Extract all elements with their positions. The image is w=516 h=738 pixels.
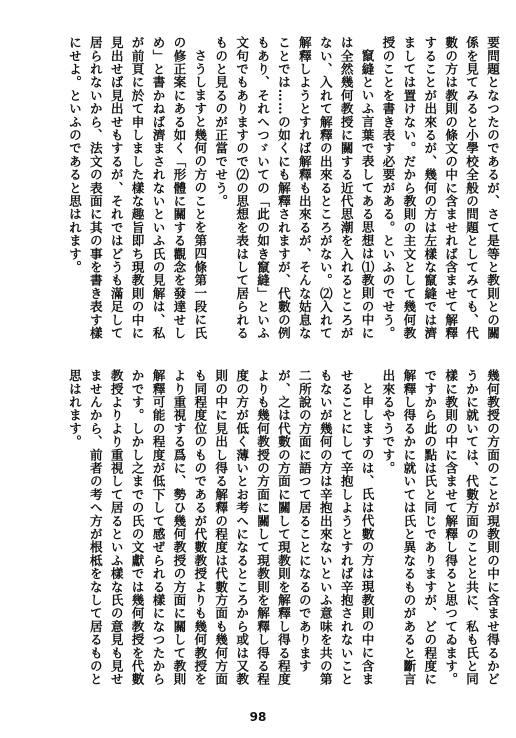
lower-paragraph: 幾何教授の方面のことが現教則の中に含ませ得るかどうかに就いては、代數方面のことと共に、私も氏と同樣に教則の中に含ませて解釋し得ると思つてゐます。ですから此の點は氏と同じでありますが、どの程度に解釋し得るかに就いては氏と異なるものがあると斷言出來るやうです。 xyxy=(380,369,500,686)
lower-text-block xyxy=(52,369,502,698)
upper-paragraph: さうしますと幾何の方のことを第四條第一段に氏の修正案にある如く「形體に關する觀念を發達せしめ」と書かねば濟まされないといふ氏の見解は、私が前頁に於て申しました樣な趣旨即ち現教則の中に見出せば見出せもするが、それではどうも滿足して居られないから、法文の表面に其の事を書き表す樣にせよ。といふのであると思はれます。 xyxy=(66,36,208,340)
upper-paragraph: 要問題となつたのであるが、さて是等と教則との關係を見てみると小學校全般の問題としてみても、代數の方は教則の條文の中に含ませれば含ませて解釋することが出來るが、幾何の方は左樣な竄縫では濟ましては置けない。だから教則の主文として幾何教授のことを書き表す必要がある。といふのでせう。 xyxy=(380,36,500,340)
page-number: 98 xyxy=(249,710,267,724)
upper-text-block xyxy=(52,36,502,350)
lower-paragraph: と申しますのは、氏は代數の方は現教則の中に含ませることにして辛抱しようとすれば辛抱されないこともないが幾何の方は辛抱出來ないといふ意味を共の第二所說の方面に語つて居ることになるのでありますが、之は代數の方面に關して現教則を解釋し得る程度よりも幾何教授の方面に關して現教則を解釋し得る程度の方が低く薄いとお考へになるところから或は又教則の中に見出し得る解釋の程度は代數方面も幾何方面も同程度位のものであるが代數教授よりも幾何教授をより重視する爲に、勢ひ幾何教授の方面に關して教則解釋可能の程度が低下して感ぜられる樣になつたからかです。しかし之までの氏の文獻では幾何教授を代數教授よりより重視して居るといふ樣な氏の意見も見せませんから、前者の考へ方が根柢をなして居るものと思はれます。 xyxy=(66,369,375,686)
upper-paragraph: 竄縫といふ言葉で表してある思想は⑴教則の中には全然幾何教授に關する近代思潮を入れるところがない、入れて解釋の出來るところがない。⑵入れて解釋しようとすれば解釋も出來るが、そんな姑息なことでは……の如くにも解釋されますが、代數の例もあり、それへつゞいての「此の如き竄縫」といふ文句でもありますので⑵の思想を表はして居られるものと見るのが正當でせう。 xyxy=(213,36,375,340)
